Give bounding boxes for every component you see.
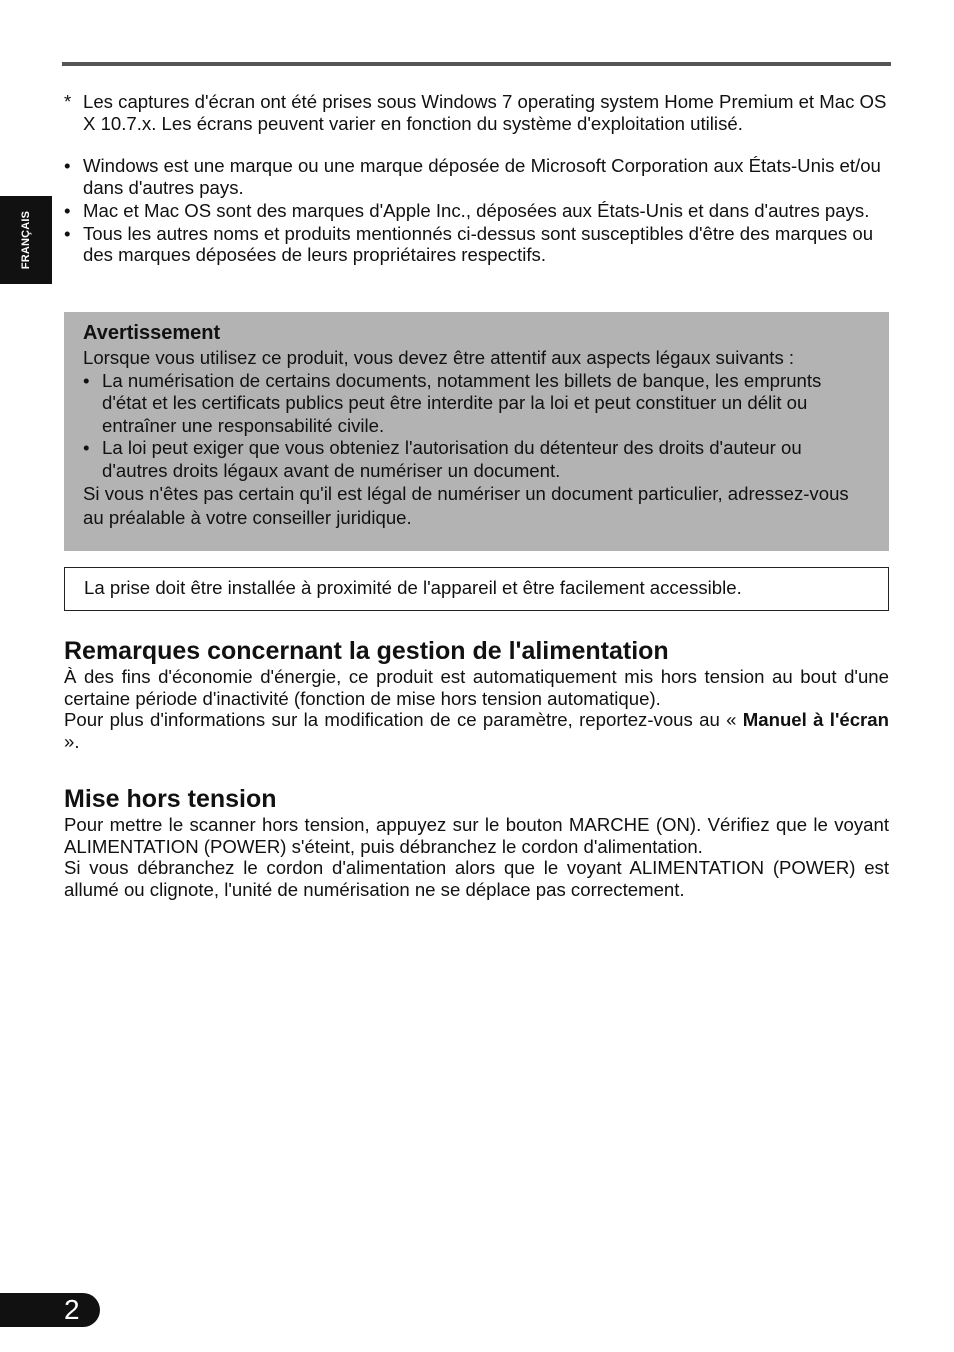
bullet-mark: •	[64, 155, 71, 176]
bullet-mark: •	[64, 199, 71, 221]
trademark-note	[64, 223, 890, 266]
power-management-section	[64, 636, 889, 752]
trademark-note	[64, 155, 890, 198]
warning-title: Avertissement	[83, 322, 221, 344]
warning-bullet	[83, 437, 870, 482]
trademark-note-text: Mac et Mac OS sont des marques d'Apple Inc., déposées aux États-Unis et dans d'autres pays.	[83, 199, 870, 221]
power-management-paragraph: À des fins d'économie d'énergie, ce produit est automatiquement mis hors tension au bout d'une certaine période d'inactivité (fonction de mise hors tension automatique).	[64, 666, 889, 709]
manual-reference: Manuel à l'écran	[742, 709, 889, 730]
paragraph-text: ».	[64, 730, 80, 752]
screenshot-note	[64, 91, 890, 134]
notes-section	[64, 91, 890, 266]
screenshot-note-text: Les captures d'écran ont été prises sous Windows 7 operating system Home Premium et Mac OS X 10.7.x. Les écrans peuvent varier en fonction du système d'exploitation utilisé.	[83, 91, 887, 134]
power-management-heading: Remarques concernant la gestion de l'alimentation	[64, 637, 669, 665]
warning-bullet-text: La loi peut exiger que vous obteniez l'autorisation du détenteur des droits d'auteur ou d'autres droits légaux avant de numériser un document.	[102, 437, 802, 481]
plug-note-text: La prise doit être installée à proximité de l'appareil et être facilement accessible.	[84, 577, 742, 598]
warning-box	[64, 312, 889, 551]
bullet-mark: •	[83, 369, 90, 391]
page-number-tab	[0, 1293, 100, 1327]
paragraph-text: Pour plus d'informations sur la modification de ce paramètre, reportez-vous au «	[64, 709, 743, 730]
language-tab	[0, 196, 52, 284]
power-off-paragraph-2: Si vous débranchez le cordon d'alimentation alors que le voyant ALIMENTATION (POWER) est allumé ou clignote, l'unité de numérisation ne se déplace pas correctement.	[64, 857, 889, 900]
trademark-note-text: Windows est une marque ou une marque déposée de Microsoft Corporation aux États-Unis et/ou dans d'autres pays.	[83, 155, 881, 198]
language-tab-label: FRANÇAIS	[20, 210, 32, 270]
warning-bullet	[83, 370, 870, 438]
bullet-mark: •	[83, 437, 90, 458]
plug-note-box	[64, 567, 889, 611]
top-rule	[62, 62, 891, 66]
warning-outro: Si vous n'êtes pas certain qu'il est légal de numériser un document particulier, adressez-vous au préalable à votre conseiller juridique.	[83, 483, 849, 528]
warning-intro: Lorsque vous utilisez ce produit, vous devez être attentif aux aspects légaux suivants :	[83, 347, 795, 368]
warning-bullet-text: La numérisation de certains documents, notamment les billets de banque, les emprunts d'état et les certificats publics peut être interdite par la loi et peut constituer un délit ou entraîner une responsabilité civile.	[102, 369, 822, 436]
power-off-heading: Mise hors tension	[64, 785, 277, 813]
trademark-note	[64, 200, 890, 222]
trademark-note-text: Tous les autres noms et produits mentionnés ci-dessus sont susceptibles d'être des marques ou des marques déposées de leurs propriétaires respectifs.	[83, 222, 874, 265]
page-number: 2	[64, 1294, 80, 1325]
bullet-mark: •	[64, 222, 71, 244]
power-management-paragraph-2	[64, 709, 889, 752]
power-off-section	[64, 784, 889, 900]
power-off-paragraph: Pour mettre le scanner hors tension, appuyez sur le bouton MARCHE (ON). Vérifiez que le voyant ALIMENTATION (POWER) s'éteint, puis débranchez le cordon d'alimentation.	[64, 814, 889, 857]
asterisk-mark: *	[64, 91, 72, 112]
